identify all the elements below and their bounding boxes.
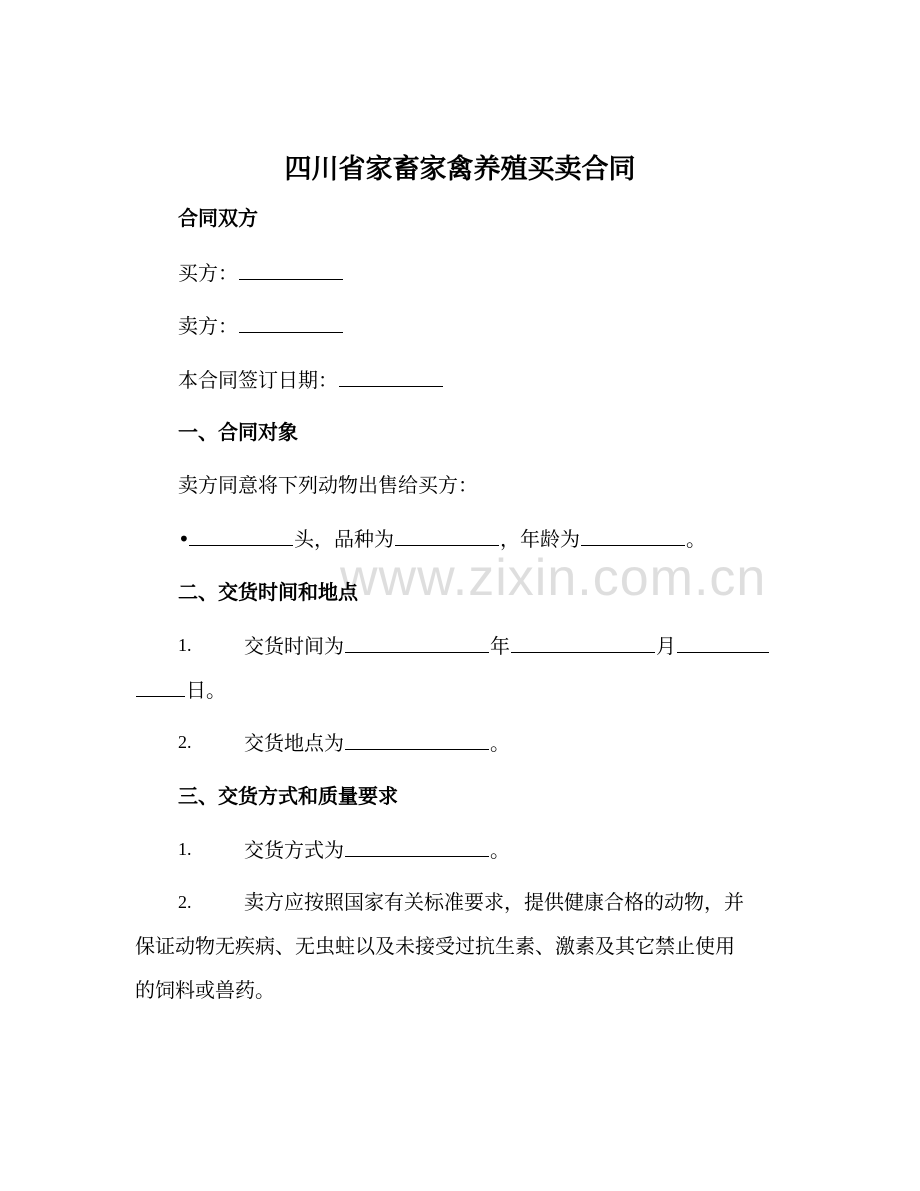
seller-line — [178, 310, 344, 341]
section2-item1-number: 1. — [178, 635, 192, 655]
document-title: 四川省家畜家禽养殖买卖合同 — [284, 154, 636, 185]
delivery-time-label: 交货时间为 — [244, 634, 344, 658]
section1-intro: 卖方同意将下列动物出售给买方： — [178, 473, 478, 497]
delivery-method-line — [244, 834, 510, 865]
breed-blank — [395, 523, 499, 546]
buyer-label: 买方： — [178, 261, 238, 285]
year-label: 年 — [490, 634, 510, 658]
section2-item2-number: 2. — [178, 732, 192, 752]
section2-heading: 二、交货时间和地点 — [178, 580, 358, 604]
section3-heading: 三、交货方式和质量要求 — [178, 784, 398, 808]
month-label: 月 — [656, 634, 676, 658]
quality-text-line2: 保证动物无疾病、无虫蛀以及未接受过抗生素、激素及其它禁止使用 — [135, 934, 735, 958]
watermark: www.zixin.com.cn — [340, 549, 767, 607]
month-blank — [511, 630, 655, 653]
age-blank — [581, 523, 685, 546]
date-blank — [339, 364, 443, 387]
head-unit-text: 头，品种为 — [294, 527, 394, 551]
animal-bullet-item — [178, 523, 706, 554]
delivery-method-label: 交货方式为 — [244, 838, 344, 862]
method-end: 。 — [490, 838, 510, 862]
seller-label: 卖方： — [178, 314, 238, 338]
buyer-blank — [239, 257, 343, 280]
age-label: ，年龄为 — [500, 527, 580, 551]
method-blank — [345, 834, 489, 857]
seller-blank — [239, 310, 343, 333]
section3-item2-number: 2. — [178, 892, 192, 912]
day-blank-part1 — [677, 630, 769, 653]
place-end: 。 — [490, 731, 510, 755]
quantity-blank — [189, 523, 293, 546]
day-blank-part2 — [136, 674, 185, 697]
day-label: 日。 — [186, 678, 226, 702]
bullet-end: 。 — [686, 527, 706, 551]
delivery-place-line — [244, 727, 510, 758]
quality-text-line3: 的饲料或兽药。 — [135, 978, 275, 1002]
date-label: 本合同签订日期： — [178, 368, 338, 392]
section1-heading: 一、合同对象 — [178, 420, 298, 444]
delivery-time-line-cont — [135, 674, 226, 705]
year-blank — [345, 630, 489, 653]
buyer-line — [178, 257, 344, 288]
parties-heading: 合同双方 — [178, 206, 258, 230]
section3-item1-number: 1. — [178, 839, 192, 859]
delivery-place-label: 交货地点为 — [244, 731, 344, 755]
bullet-icon: • — [178, 527, 190, 551]
place-blank — [345, 727, 489, 750]
date-line — [178, 364, 444, 395]
quality-text-line1: 卖方应按照国家有关标准要求，提供健康合格的动物，并 — [244, 890, 744, 914]
delivery-time-line — [244, 630, 770, 661]
